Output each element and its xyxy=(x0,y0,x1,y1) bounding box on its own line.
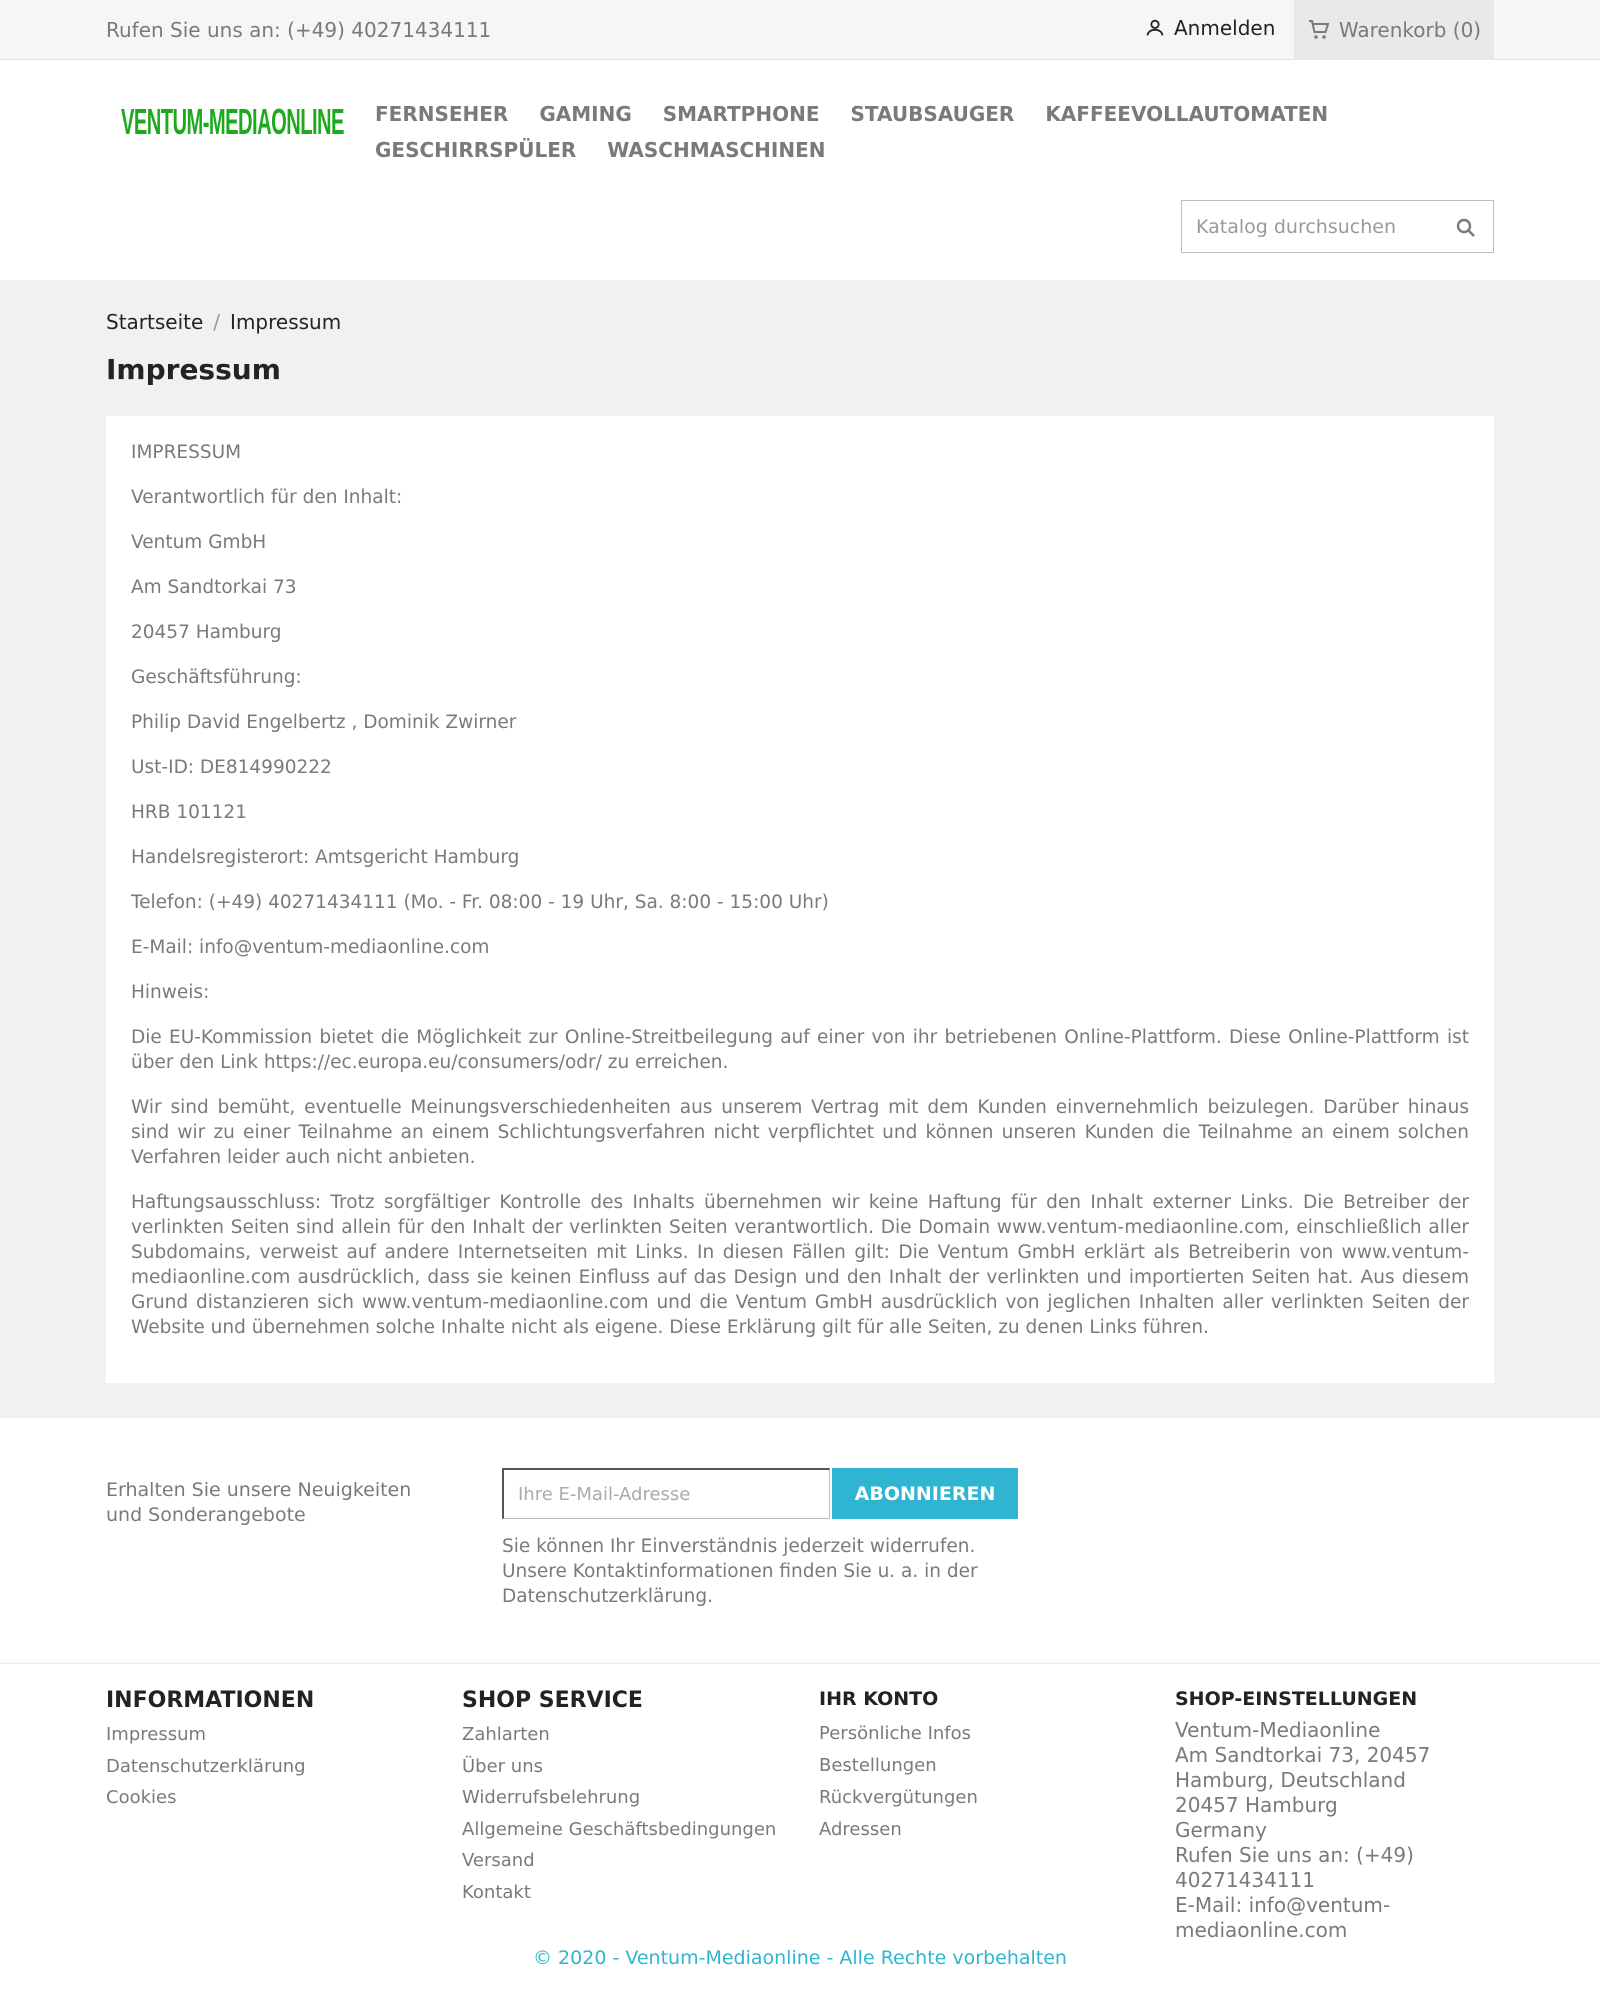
site-logo[interactable]: VENTUM-MEDIAONLINE xyxy=(121,101,344,142)
store-info-line: Am Sandtorkai 73, 20457 xyxy=(1175,1743,1431,1767)
cart-label: Warenkorb (0) xyxy=(1338,18,1482,42)
footer-link-datenschutz[interactable]: Datenschutzerklärung xyxy=(106,1755,306,1777)
footer-link-versand[interactable]: Versand xyxy=(462,1850,535,1871)
breadcrumb xyxy=(106,310,341,334)
store-info-line: 20457 Hamburg xyxy=(1175,1793,1338,1817)
content-paragraph: Ventum GmbH xyxy=(131,532,267,553)
content-paragraph: Ust-ID: DE814990222 xyxy=(131,757,332,778)
content-paragraph: Die EU-Kommission bietet die Möglichkeit zur Online-Streitbeilegung auf einer von ihr betriebenen Online-Plattform. Diese Online-Plattform ist über den Link https://ec.europa.eu/consumers/odr/ zu erreichen. xyxy=(131,1027,1469,1073)
content-paragraph: Wir sind bemüht, eventuelle Meinungsverschiedenheiten aus unserem Vertrag mit dem Kunden einvernehmlich beizulegen. Darüber hinaus sind wir zu einer Teilnahme an einem Schlichtungsverfahren nicht verpflichtet und können unseren Kunden die Teilnahme an einem solchen Verfahren leider auch nicht anbieten. xyxy=(131,1097,1469,1168)
search-icon[interactable] xyxy=(1454,216,1478,240)
content-paragraph: IMPRESSUM xyxy=(131,442,242,463)
footer-link-persoenliche-infos[interactable]: Persönliche Infos xyxy=(819,1723,972,1744)
contact-phone: Rufen Sie uns an: (+49) 40271434111 xyxy=(106,18,492,42)
store-info-line: Ventum-Mediaonline xyxy=(1175,1718,1381,1742)
nav-item-smartphone[interactable]: SMARTPHONE xyxy=(662,102,820,126)
store-info-line[interactable]: E-Mail: info@ventum- xyxy=(1175,1893,1391,1917)
nav-item-geschirrspueler[interactable]: GESCHIRRSPÜLER xyxy=(375,138,577,162)
content-paragraph: Hinweis: xyxy=(131,982,210,1003)
store-info xyxy=(1175,1718,1435,1943)
login-link[interactable] xyxy=(1144,16,1275,40)
store-info-line: Rufen Sie uns an: (+49) xyxy=(1175,1843,1414,1867)
store-info-line: Germany xyxy=(1175,1818,1267,1842)
nav-item-fernseher[interactable]: FERNSEHER xyxy=(375,102,509,126)
footer xyxy=(0,1663,1600,1991)
footer-shop-settings xyxy=(1175,1688,1435,1943)
footer-link-zahlarten[interactable]: Zahlarten xyxy=(462,1724,550,1745)
user-icon xyxy=(1144,17,1166,39)
footer-informationen xyxy=(106,1688,314,1814)
store-info-line[interactable]: mediaonline.com xyxy=(1175,1918,1348,1942)
nav-item-kaffeevollautomaten[interactable]: KAFFEEVOLLAUTOMATEN xyxy=(1045,102,1329,126)
breadcrumb-separator: / xyxy=(213,310,221,334)
header xyxy=(0,60,1600,280)
store-info-line: 40271434111 xyxy=(1175,1868,1315,1892)
cart-icon xyxy=(1307,18,1331,42)
breadcrumb-home[interactable]: Startseite xyxy=(106,310,204,334)
footer-link-rueckverguetungen[interactable]: Rückvergütungen xyxy=(819,1787,978,1808)
login-label: Anmelden xyxy=(1174,16,1276,40)
footer-link-ueber-uns[interactable]: Über uns xyxy=(462,1755,543,1777)
content-paragraph: Haftungsausschluss: Trotz sorgfältiger Kontrolle des Inhalts übernehmen wir keine Haftung für den Inhalt externer Links. Die Betreiber der verlinkten Seiten sind allein für den Inhalt der verlinkten Seiten verantwortlich. Die Domain www.ventum-mediaonline.com, einschließlich aller Subdomains, verweist auf andere Internetseiten mit Links. In diesen Fällen gilt: Die Ventum GmbH erklärt als Betreiberin von www.ventum-mediaonline.com ausdrücklich, dass sie keinen Einfluss auf das Design und den Inhalt der verlinkten und importierten Seiten hat. Aus diesem Grund distanzieren sich www.ventum-mediaonline.com und die Ventum GmbH ausdrücklich von jeglichen Inhalten aller verlinkten Seiten der Website und übernehmen solche Inhalte nicht als eigene. Diese Erklärung gilt für alle Seiten, zu denen Links führen. xyxy=(131,1192,1469,1338)
nav-item-waschmaschinen[interactable]: WASCHMASCHINEN xyxy=(607,138,826,162)
content-paragraph: Geschäftsführung: xyxy=(131,667,302,688)
content-paragraph: Philip David Engelbertz , Dominik Zwirner xyxy=(131,712,517,733)
search-box xyxy=(1181,200,1494,253)
footer-link-impressum[interactable]: Impressum xyxy=(106,1724,207,1745)
page-title: Impressum xyxy=(106,353,281,386)
footer-link-agb[interactable]: Allgemeine Geschäftsbedingungen xyxy=(462,1818,777,1840)
nav-item-staubsauger[interactable]: STAUBSAUGER xyxy=(850,102,1015,126)
content-paragraph: Am Sandtorkai 73 xyxy=(131,577,297,598)
main-wrapper xyxy=(0,280,1600,1418)
footer-link-bestellungen[interactable]: Bestellungen xyxy=(819,1755,937,1776)
store-info-line: Hamburg, Deutschland xyxy=(1175,1768,1406,1792)
footer-link-widerruf[interactable]: Widerrufsbelehrung xyxy=(462,1787,641,1808)
content-paragraph: HRB 101121 xyxy=(131,802,247,823)
footer-konto xyxy=(819,1688,978,1846)
newsletter-email-input[interactable] xyxy=(502,1468,830,1519)
main-nav xyxy=(375,100,1435,164)
newsletter-section xyxy=(0,1418,1600,1663)
cart-button[interactable] xyxy=(1294,0,1494,60)
content-card xyxy=(106,416,1494,1383)
footer-link-cookies[interactable]: Cookies xyxy=(106,1787,177,1808)
footer-heading: INFORMATIONEN xyxy=(106,1688,315,1713)
footer-heading[interactable]: IHR KONTO xyxy=(819,1688,939,1710)
breadcrumb-current[interactable]: Impressum xyxy=(230,310,342,334)
footer-shop-service xyxy=(462,1688,776,1908)
content-paragraph: Handelsregisterort: Amtsgericht Hamburg xyxy=(131,847,520,868)
copyright[interactable]: © 2020 - Ventum-Mediaonline - Alle Rechte vorbehalten xyxy=(533,1947,1067,1969)
footer-heading: SHOP-EINSTELLUNGEN xyxy=(1175,1688,1418,1710)
content-paragraph: Verantwortlich für den Inhalt: xyxy=(131,487,403,508)
newsletter-note: Sie können Ihr Einverständnis jederzeit widerrufen. Unsere Kontaktinformationen finden Sie u. a. in der Datenschutzerklärung. xyxy=(502,1536,978,1607)
content-paragraph: Telefon: (+49) 40271434111 (Mo. - Fr. 08:00 - 19 Uhr, Sa. 8:00 - 15:00 Uhr) xyxy=(131,892,829,913)
top-bar xyxy=(0,0,1600,60)
footer-link-adressen[interactable]: Adressen xyxy=(819,1819,902,1840)
content-paragraph: 20457 Hamburg xyxy=(131,622,282,643)
newsletter-text: Erhalten Sie unsere Neuigkeiten und Sonderangebote xyxy=(106,1479,412,1526)
footer-link-kontakt[interactable]: Kontakt xyxy=(462,1881,531,1903)
footer-heading: SHOP SERVICE xyxy=(462,1688,643,1713)
subscribe-button[interactable]: ABONNIEREN xyxy=(832,1468,1018,1519)
nav-item-gaming[interactable]: GAMING xyxy=(539,102,632,126)
search-input[interactable] xyxy=(1182,201,1442,252)
content-paragraph: E-Mail: info@ventum-mediaonline.com xyxy=(131,937,490,958)
